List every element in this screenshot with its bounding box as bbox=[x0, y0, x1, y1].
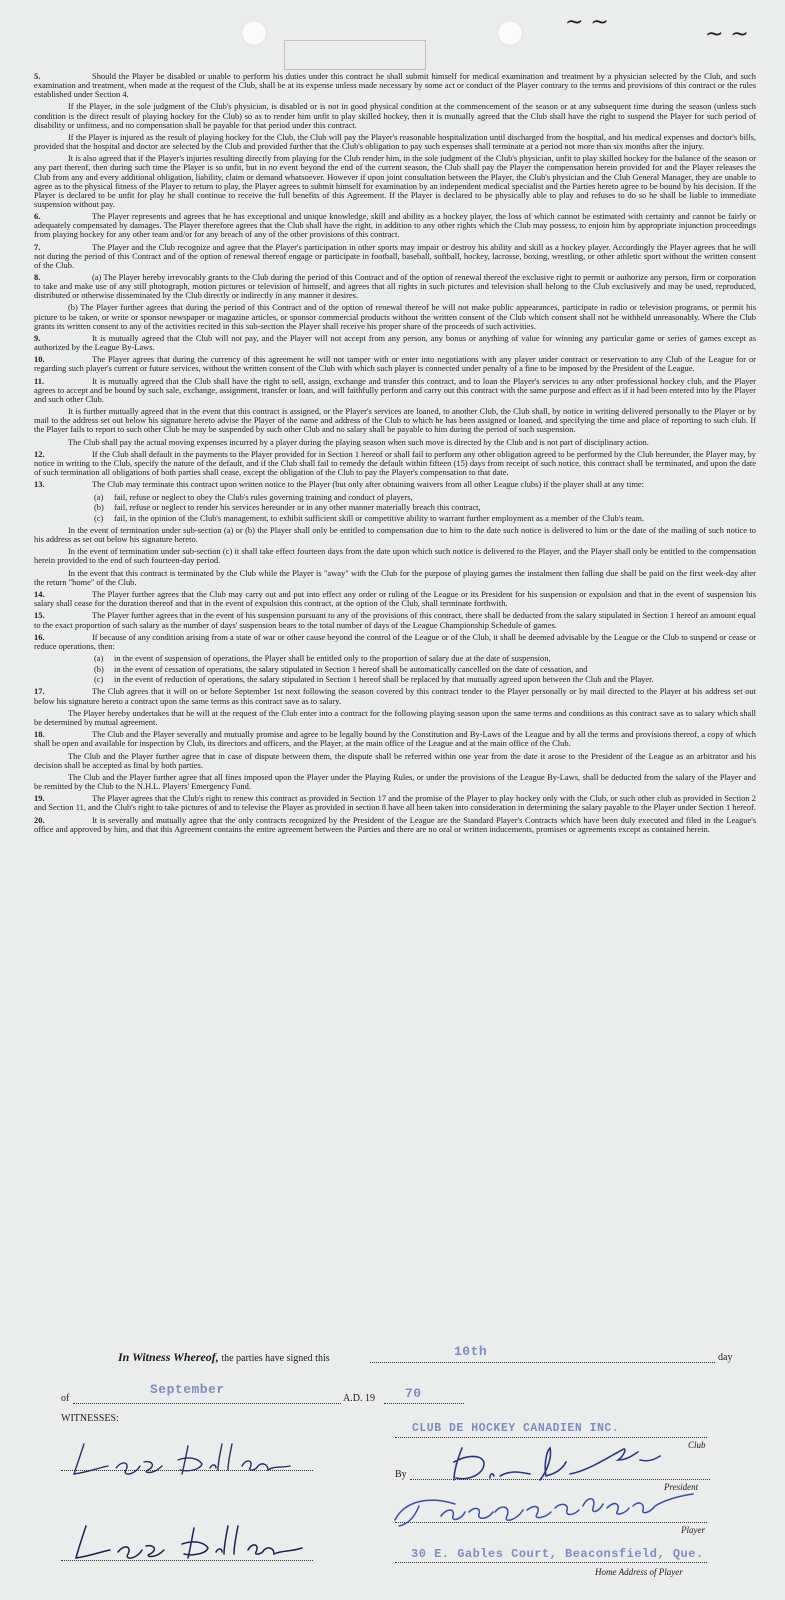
day-label: day bbox=[718, 1352, 733, 1363]
section-9: 9. It is mutually agreed that the Club will not pay, and the Player will not accept from any person, any bonus or anything of value for winning any particular game or series of games except as authorized by the League By-Laws. bbox=[34, 332, 756, 353]
day-line bbox=[370, 1362, 715, 1363]
of-label: of bbox=[61, 1393, 70, 1404]
section-5-para: If the Player, in the sole judgment of the Club's physician, is disabled or is not in good physical condition at the commencement of the season or at any subsequent time during the season (unless such condition is the direct result of playing hockey for the Club) so as to render him unfit to play skilled hockey, then it is mutually agreed that the Club shall have the right to suspend the Player for such period of disability or unfitness, and no compensation shall be payable for that period under this contract. bbox=[34, 101, 756, 130]
section-16: 16. If because of any condition arising from a state of war or other cause beyond the control of the League or of the Club, it shall be deemed advisable by the League or the Club to suspend or cease or reduce operations, then: bbox=[34, 631, 756, 651]
section-17: 17. The Club agrees that it will on or before September 1st next following the season covered by this contract tender to the Player personally or by mail directed to the Player at his address set out below his signature hereto a contract upon the same terms as this contract save as to salary. bbox=[34, 686, 756, 706]
witness-statement: In Witness Whereof, the parties have signed this bbox=[118, 1350, 330, 1364]
section-18: 18. The Club and the Player severally and mutually promise and agree to be legally bound by the Constitution and By-Laws of the League and by all the terms and provisions thereof, a copy of which shall be open and available for inspection by Club, its directors and officers, and the Player, at the main office of the League and at the main office of the Club. bbox=[34, 729, 756, 749]
day-value: 10th bbox=[454, 1344, 488, 1359]
section-13-para: In the event of termination under sub-section (c) it shall take effect fourteen days from the date upon which such notice is delivered to the Player, and the Player shall only be entitled to the compensation herein provided to the end of such fourteen-day period. bbox=[34, 546, 756, 566]
player-label: Player bbox=[681, 1525, 705, 1535]
section-11-para: It is further mutually agreed that in the event that this contract is assigned, or the Player's services are loaned, to another Club, the Club shall, by notice in writing delivered personally to the Player or by mail to the address set out below his signature hereto advise the Player of the name and address of the Club to which he has been assigned or loaned, and specifying the time and place of reporting to such club. If the Player fails to report to such other Club he may be suspended by such other Club and no salary shall be payable to him during the period of such suspension. bbox=[34, 406, 756, 435]
section-18-para: The Club and the Player further agree that all fines imposed upon the Player under the Playing Rules, or under the provisions of the League By-Laws, shall be deducted from the salary of the Player and be remitted by the Club to the N.H.L. Players' Emergency Fund. bbox=[34, 771, 756, 792]
list-item: (a) in the event of suspension of operations, the Player shall be entitled only to the proportion of salary due at the date of suspension, bbox=[94, 653, 551, 664]
section-13: 13. The Club may terminate this contract upon written notice to the Player (but only after obtaining waivers from all other League clubs) if the player shall at any time: bbox=[34, 479, 645, 490]
club-label: Club bbox=[688, 1440, 706, 1450]
witness-signature-2 bbox=[70, 1520, 310, 1566]
club-value: CLUB DE HOCKEY CANADIEN INC. bbox=[412, 1422, 620, 1435]
address-label: Home Address of Player bbox=[595, 1567, 683, 1577]
section-18-para: The Club and the Player further agree that in case of dispute between them, the dispute shall be referred within one year from the date it arose to the President of the League as an arbitrator and his decision shall be accepted as final by both parties. bbox=[34, 750, 756, 770]
list-item: (a) fail, refuse or neglect to obey the Club's rules governing training and conduct of players, bbox=[94, 491, 413, 502]
corner-mark-1: ~ ~ bbox=[565, 10, 609, 35]
president-label: President bbox=[664, 1482, 699, 1492]
list-item: (b) in the event of cessation of operations, the salary stipulated in Section 1 hereof shall be automatically cancelled on the date of cessation, and bbox=[94, 663, 588, 674]
section-5-para: If the Player is injured as the result of playing hockey for the Club, the Club will pay the Player's reasonable hospitalization until discharged from the hospital, and his medical expenses and doctor's bills, provided that the hospital and doctor are selected by the Club and provided further that the Club's obligation to pay such expenses shall terminate at a period not more than six months after the injury. bbox=[34, 131, 756, 152]
section-8: 8. (a) The Player hereby irrevocably grants to the Club during the period of this Contract and of the option of renewal thereof the exclusive right to permit or authorize any person, firm or corporation to take and make use of any still photograph, motion pictures or television of himself, and agrees that all rights in such pictures and television shall belong to the Club exclusively and may be used, reproduced, distributed or otherwise disseminated by the Club directly or indirectly in any manner it desires. bbox=[34, 272, 756, 301]
witness-signature-1 bbox=[70, 1438, 310, 1480]
corner-mark-2: ~ ~ bbox=[705, 22, 749, 47]
section-20: 20. It is severally and mutually agree that the only contracts recognized by the President of the League are the Standard Player's Contracts which have been duly executed and filed in the League's office and approved by him, and that this Agreement contains the entire agreement between the Parties and there are no oral or written inducements, promises or agreements except as contained herein. bbox=[34, 814, 756, 834]
month-value: September bbox=[150, 1382, 225, 1397]
list-item: (c) in the event of reduction of operations, the salary stipulated in Section 1 hereof shall be replaced by that mutually agreed upon between the Club and the Player. bbox=[94, 674, 654, 685]
section-12: 12. If the Club shall default in the payments to the Player provided for in Section 1 hereof or shall fail to perform any other obligation agreed to be performed by the Club hereunder, the Player may, by notice in writing to the Club, specify the nature of the default, and if the Club shall fail to remedy the default within fifteen (15) days from receipt of such notice, this contract shall be terminated, and upon the date of such termination all obligations of both parties shall cease, except the obligation of the Club to pay the Player's compensation to that date. bbox=[34, 448, 756, 478]
section-13-para: In the event that this contract is terminated by the Club while the Player is "away" with the Club for the purpose of playing games the instalment then falling due shall be paid on the first week-day after the return "home" of the Club. bbox=[34, 567, 756, 587]
section-14: 14. The Player further agrees that the Club may carry out and put into effect any order or ruling of the League or its President for his suspension or expulsion and that in the event of suspension his salary shall cease for the duration thereof and that in the event of expulsion this contract, at the option of the Club, shall terminate forthwith. bbox=[34, 589, 756, 609]
section-8-para: (b) The Player further agrees that during the period of this Contract and of the option of renewal thereof he will not make public appearances, participate in radio or television programs, or permit his picture to be taken, or write or sponsor newspaper or magazine articles, or sponsor commercial products without the written consent of the Club which consent shall not be withheld unreasonably. Where the Club grants its written consent to any of the activities recited in this sub-section the Player shall receive his proper share of the proceeds of such activities. bbox=[34, 302, 756, 331]
list-item: (c) fail, in the opinion of the Club's management, to exhibit sufficient skill or competitive ability to warrant further employment as a member of the Club's team. bbox=[94, 512, 645, 523]
section-15: 15. The Player further agrees that in the event of his suspension pursuant to any of the provisions of this contract, there shall be deducted from the salary stipulated in Section 1 hereof an amount equal to the exact proportion of such salary as the number of days' suspension bears to the total number of days of the League Championship Schedule of games. bbox=[34, 610, 756, 630]
section-11-para: The Club shall pay the actual moving expenses incurred by a player during the playing season when such move is directed by the Club and is not part of disciplinary action. bbox=[68, 436, 649, 447]
player-signature bbox=[385, 1486, 715, 1530]
list-item: (b) fail, refuse or neglect to render his services hereunder or in any other manner materially breach this contract, bbox=[94, 502, 481, 513]
by-label: By bbox=[395, 1469, 407, 1480]
section-5: 5. Should the Player be disabled or unable to perform his duties under this contract he shall submit himself for medical examination and treatment by a physician selected by the Club, and such examination and treatment, when made at the request of the Club, shall be at its expense unless made necessary by some act or conduct of the Player contrary to the terms and provisions of this contract or the rules established under Section 4. bbox=[34, 71, 756, 100]
address-value: 30 E. Gables Court, Beaconsfield, Que. bbox=[411, 1547, 704, 1561]
president-signature bbox=[440, 1440, 680, 1490]
address-line bbox=[395, 1562, 707, 1563]
year-value: 70 bbox=[405, 1386, 422, 1401]
year-line bbox=[384, 1403, 464, 1404]
section-6: 6. The Player represents and agrees that he has exceptional and unique knowledge, skill and ability as a hockey player, the loss of which cannot be estimated with certainty and cannot be fairly or adequately compensated by damages. The Player therefore agrees that the Club shall have the right, in addition to any other rights which the Club may possess, to enjoin him by appropriate injunction proceedings from playing hockey for any other team and/or for any breach of any of the other provisions of this contract. bbox=[34, 211, 756, 240]
section-5-para: It is also agreed that if the Player's injuries resulting directly from playing for the Club render him, in the sole judgment of the Club's physician, unfit to play skilled hockey for the balance of the season or any part thereof, then during such time the Player is so unfit, but in no event beyond the end of the current season, the Club shall pay the Player the compensation herein provided for and the Player releases the Club from any and every additional obligation, liability, claim or demand whatsoever. However if upon joint consultation between the Player, the Club's physician and the Club General Manager, they are unable to agree as to the physical fitness of the Player to return to play, the Player agrees to submit himself for examination by an independent medical specialist and the Parties hereto agree to be bound by his decision. If the Player is declared to be unfit for play he shall continue to receive the full benefits of this Agreement. If the Player is declared to be physically able to play and refuses to do so he shall be liable to immediate suspension without pay. bbox=[34, 153, 756, 209]
section-10: 10. The Player agrees that during the currency of this agreement he will not tamper with or enter into negotiations with any player under contract or reservation to any Club of the League for or regarding such player's current or future services, without the written consent of the Club with which such player is connected under penalty of a fine to be imposed by the President of the League. bbox=[34, 354, 756, 374]
month-line bbox=[73, 1403, 341, 1404]
club-line bbox=[395, 1437, 707, 1438]
ad-label: A.D. 19 bbox=[343, 1393, 375, 1404]
section-7: 7. The Player and the Club recognize and agree that the Player's participation in other sports may impair or destroy his ability and skill as a hockey player. Accordingly the Player agrees that he will not during the period of this Contract and of the option of renewal thereof engage or participate in football, baseball, softball, hockey, lacrosse, boxing, wrestling, or other athletic sport without the written consent of the Club. bbox=[34, 241, 756, 270]
witnesses-label: WITNESSES: bbox=[61, 1413, 119, 1424]
section-17-para: The Player hereby undertakes that he will at the request of the Club enter into a contract for the following playing season upon the same terms and conditions as this contract save as to salary which shall be determined by mutual agreement. bbox=[34, 707, 756, 727]
section-13-para: In the event of termination under sub-section (a) or (b) the Player shall only be entitled to compensation due to him to the date such notice is delivered to him or the date of the mailing of such notice to his address as set out below his signature hereto. bbox=[34, 524, 756, 545]
section-11: 11. It is mutually agreed that the Club shall have the right to sell, assign, exchange and transfer this contract, and to loan the Player's services to any other professional hockey club, and the Player agrees to accept and be bound by such sale, exchange, assignment, transfer or loan, and will faithfully perform and carry out this contract with the same purpose and effect as if it had been entered into by the Player and such other Club. bbox=[34, 375, 756, 404]
section-19: 19. The Player agrees that the Club's right to renew this contract as provided in Section 17 and the promise of the Player to play hockey only with the Club, or such other club as provided in Section 2 and Section 11, and the Club's right to take pictures of and to televise the Player as provided in section 8 have all been taken into consideration in determining the salary payable to the Player under Section 1 hereof. bbox=[34, 793, 756, 813]
